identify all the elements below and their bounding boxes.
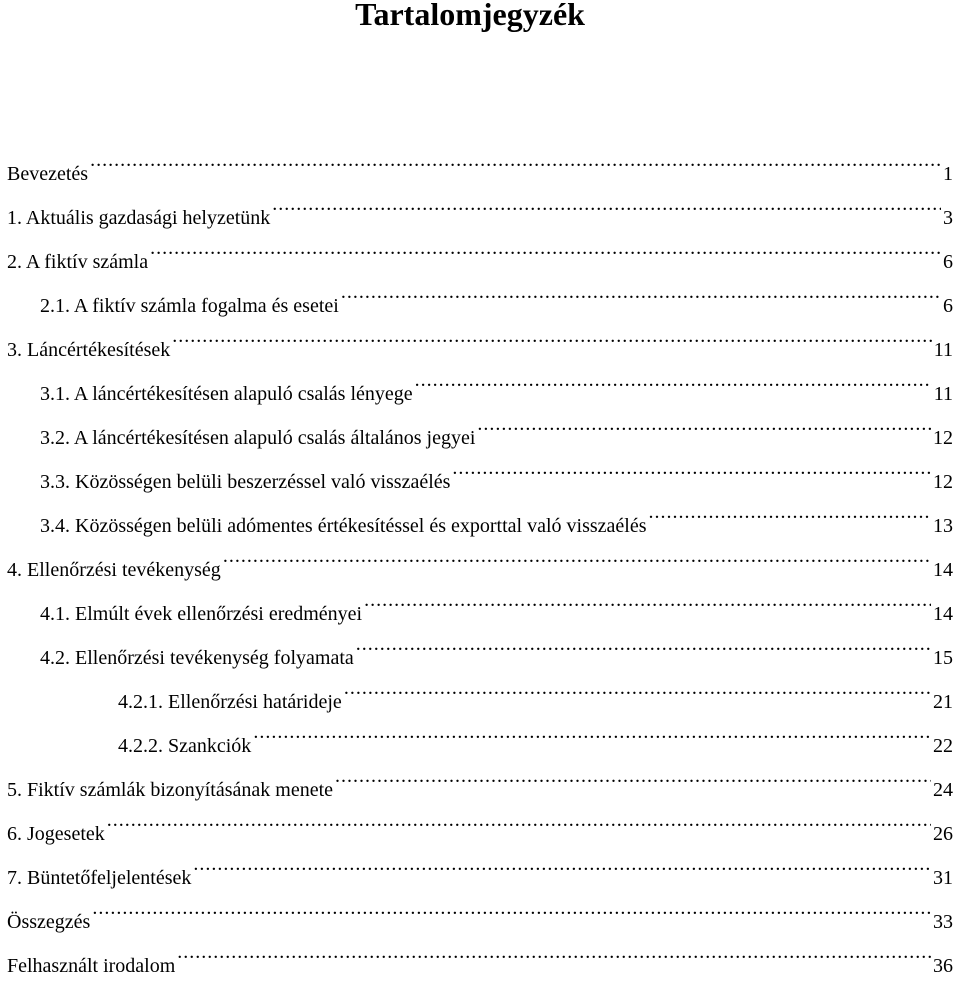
toc-entry[interactable] bbox=[7, 140, 953, 185]
toc-entry-label: 2.1. A fiktív számla fogalma és esetei bbox=[40, 295, 339, 317]
toc-entry[interactable] bbox=[40, 492, 953, 537]
toc-entry-label: 4.1. Elmúlt évek ellenőrzési eredményei bbox=[40, 603, 363, 625]
toc-dot-leader bbox=[415, 360, 932, 400]
toc-entry-label: 1. Aktuális gazdasági helyzetünk bbox=[7, 207, 271, 229]
toc-entry-label: 2. A fiktív számla bbox=[7, 251, 149, 273]
toc-dot-leader bbox=[107, 800, 931, 840]
toc-dot-leader bbox=[344, 668, 931, 708]
toc-entry-label: 4. Ellenőrzési tevékenység bbox=[7, 559, 221, 581]
toc-entry[interactable] bbox=[118, 668, 953, 713]
toc-entry-page: 3 bbox=[943, 207, 953, 229]
toc-entry-page: 33 bbox=[933, 911, 953, 933]
page-title: Tartalomjegyzék bbox=[355, 0, 585, 32]
toc-entry[interactable] bbox=[40, 448, 953, 493]
toc-entry[interactable] bbox=[7, 184, 953, 229]
toc-entry[interactable] bbox=[7, 844, 953, 889]
toc-dot-leader bbox=[223, 536, 931, 576]
toc-entry-label: 4.2. Ellenőrzési tevékenység folyamata bbox=[40, 647, 354, 669]
toc-entry-page: 15 bbox=[933, 647, 953, 669]
toc-entry-page: 6 bbox=[943, 295, 953, 317]
toc-entry-label: 4.2.1. Ellenőrzési határideje bbox=[118, 691, 342, 713]
toc-dot-leader bbox=[177, 932, 931, 972]
toc-entry[interactable] bbox=[7, 228, 953, 273]
toc-dot-leader bbox=[335, 756, 931, 796]
toc-entry-page: 14 bbox=[933, 603, 953, 625]
toc-entry[interactable] bbox=[40, 360, 953, 405]
toc-entry[interactable] bbox=[40, 404, 953, 449]
toc-entry-label: 5. Fiktív számlák bizonyításának menete bbox=[7, 779, 334, 801]
toc-entry-page: 31 bbox=[933, 867, 953, 889]
toc-entry-page: 11 bbox=[933, 339, 953, 361]
toc-entry-label: 3.1. A láncértékesítésen alapuló csalás lényege bbox=[40, 383, 413, 405]
toc-entry-label: 3.4. Közösségen belüli adómentes értékesítéssel és exporttal való visszaélés bbox=[40, 515, 647, 537]
toc-entry[interactable] bbox=[40, 272, 953, 317]
toc-dot-leader bbox=[272, 184, 941, 224]
toc-entry-page: 22 bbox=[933, 735, 953, 757]
toc-entry[interactable] bbox=[7, 800, 953, 845]
toc-dot-leader bbox=[452, 448, 931, 488]
toc-entry-page: 11 bbox=[933, 383, 953, 405]
toc-entry-page: 26 bbox=[933, 823, 953, 845]
toc-entry[interactable] bbox=[7, 756, 953, 801]
toc-dot-leader bbox=[341, 272, 941, 312]
toc-entry[interactable] bbox=[118, 712, 953, 757]
toc-dot-leader bbox=[253, 712, 931, 752]
toc-entry-page: 12 bbox=[933, 427, 953, 449]
toc-entry[interactable] bbox=[7, 932, 953, 977]
toc-dot-leader bbox=[150, 228, 941, 268]
toc-entry-page: 1 bbox=[943, 163, 953, 185]
toc-entry-page: 21 bbox=[933, 691, 953, 713]
toc-dot-leader bbox=[477, 404, 931, 444]
toc-dot-leader bbox=[92, 888, 931, 928]
toc-entry-page: 13 bbox=[933, 515, 953, 537]
toc-dot-leader bbox=[193, 844, 931, 884]
toc-entry-page: 6 bbox=[943, 251, 953, 273]
toc-entry[interactable] bbox=[7, 536, 953, 581]
toc-dot-leader bbox=[172, 316, 931, 356]
toc-entry-label: 7. Büntetőfeljelentések bbox=[7, 867, 192, 889]
toc-entry-label: 3.2. A láncértékesítésen alapuló csalás általános jegyei bbox=[40, 427, 476, 449]
toc-entry[interactable] bbox=[40, 624, 953, 669]
toc-entry-label: 3.3. Közösségen belüli beszerzéssel való visszaélés bbox=[40, 471, 451, 493]
toc-entry-page: 12 bbox=[933, 471, 953, 493]
toc-entry[interactable] bbox=[40, 580, 953, 625]
toc-entry-label: Bevezetés bbox=[7, 163, 89, 185]
toc-entry[interactable] bbox=[7, 316, 953, 361]
toc-entry-label: 4.2.2. Szankciók bbox=[118, 735, 252, 757]
toc-dot-leader bbox=[648, 492, 931, 532]
toc-entry[interactable] bbox=[7, 888, 953, 933]
toc-dot-leader bbox=[364, 580, 931, 620]
toc-entry-page: 14 bbox=[933, 559, 953, 581]
toc-entry-page: 36 bbox=[933, 955, 953, 977]
toc-dot-leader bbox=[356, 624, 931, 664]
toc-entry-page: 24 bbox=[933, 779, 953, 801]
toc-dot-leader bbox=[90, 140, 941, 180]
toc-entry-label: 3. Láncértékesítések bbox=[7, 339, 171, 361]
toc-entry-label: 6. Jogesetek bbox=[7, 823, 105, 845]
toc-entry-label: Felhasznált irodalom bbox=[7, 955, 176, 977]
toc-entry-label: Összegzés bbox=[7, 911, 91, 933]
